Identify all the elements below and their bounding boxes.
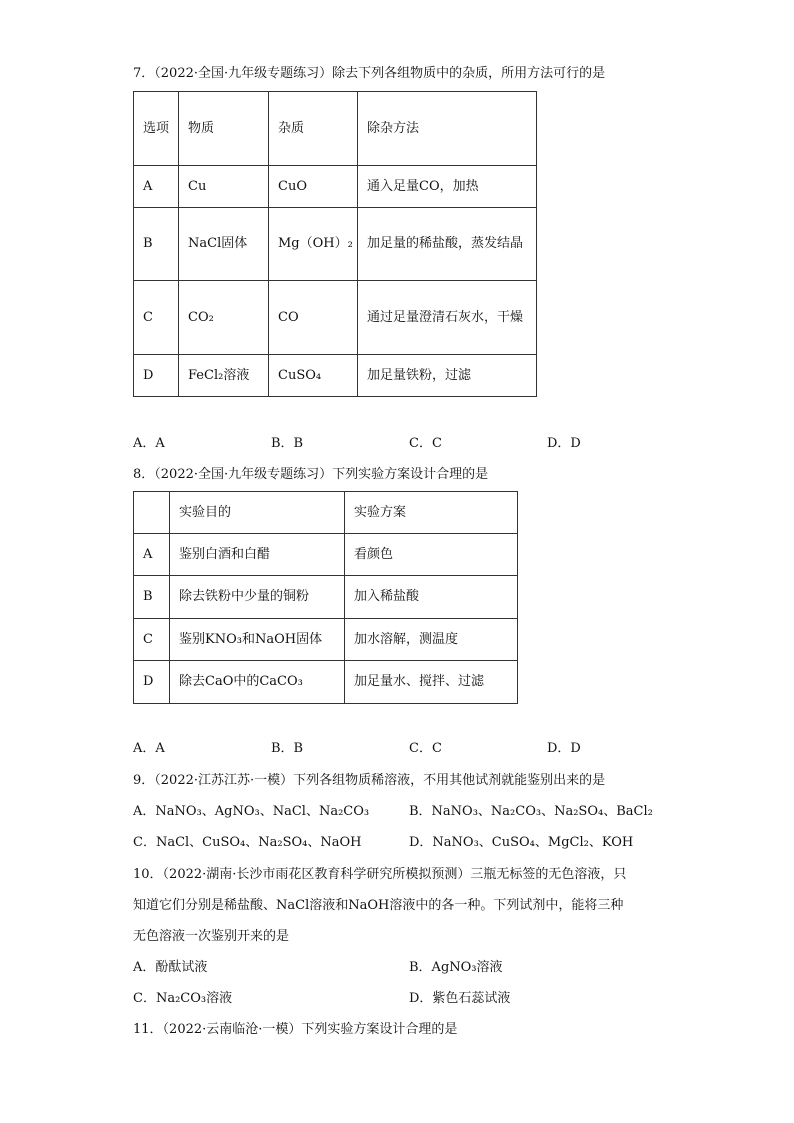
q7-choice-c[interactable]: C．C — [409, 436, 442, 451]
q8-choice-d[interactable]: D．D — [547, 741, 581, 756]
q8-table — [133, 491, 518, 704]
q9-number: 9． — [133, 773, 155, 788]
q10-source: （2022·湖南·长沙市雨花区教育科学研究所模拟预测） — [162, 867, 471, 882]
q8-choice-b[interactable]: B．B — [271, 741, 304, 756]
q8-row-option: D — [134, 661, 170, 704]
q10-stem-line-2: 知道它们分别是稀盐酸、NaCl溶液和NaOH溶液中的各一种。下列试剂中，能将三种 — [133, 898, 624, 913]
q7-row-impurity: CuSO₄ — [269, 355, 358, 397]
q8-row-plan: 看颜色 — [345, 534, 518, 576]
q8-row-goal: 除去铁粉中少量的铜粉 — [170, 576, 345, 619]
q10-stem-line-1 — [133, 867, 626, 883]
q7-header-substance: 物质 — [179, 92, 269, 166]
q7-row-substance: CO₂ — [179, 281, 269, 355]
q9-stem-line — [133, 773, 605, 789]
q7-row-impurity: Mg（OH）₂ — [269, 208, 358, 281]
q8-stem-line — [133, 467, 488, 483]
q10-choice-c[interactable]: C．Na₂CO₃溶液 — [133, 991, 233, 1006]
q7-stem: 除去下列各组物质中的杂质，所用方法可行的是 — [332, 66, 606, 81]
q7-stem-line — [133, 66, 605, 82]
q7-row-substance: Cu — [179, 166, 269, 208]
q7-header-option: 选项 — [134, 92, 179, 166]
q10-choice-a[interactable]: A．酚酞试液 — [133, 960, 208, 975]
q7-choice-d[interactable]: D．D — [547, 436, 581, 451]
q7-table — [133, 91, 537, 397]
q7-row-option: B — [134, 208, 179, 281]
q8-row-plan: 加入稀盐酸 — [345, 576, 518, 619]
q8-header-option — [134, 492, 170, 534]
q7-header-method: 除杂方法 — [358, 92, 537, 166]
q7-row-option: A — [134, 166, 179, 208]
q10-stem-1: 三瓶无标签的无色溶液，只 — [470, 867, 627, 882]
q7-choice-b[interactable]: B．B — [271, 436, 304, 451]
q8-source: （2022·全国·九年级专题练习） — [154, 467, 333, 482]
q8-choice-a[interactable]: A．A — [133, 741, 165, 756]
q8-row-plan: 加水溶解，测温度 — [345, 619, 518, 661]
q8-row-option: C — [134, 619, 170, 661]
q7-row-option: D — [134, 355, 179, 397]
q9-stem: 下列各组物质稀溶液，不用其他试剂就能鉴别出来的是 — [293, 773, 606, 788]
q8-row-option: A — [134, 534, 170, 576]
q7-header-impurity: 杂质 — [269, 92, 358, 166]
q11-stem: 下列实验方案设计合理的是 — [301, 1022, 458, 1037]
q7-row-impurity: CuO — [269, 166, 358, 208]
q8-choice-c[interactable]: C．C — [409, 741, 442, 756]
q10-choice-b[interactable]: B．AgNO₃溶液 — [409, 960, 503, 975]
q7-row-option: C — [134, 281, 179, 355]
q7-number: 7． — [133, 66, 155, 81]
q7-row-substance: NaCl固体 — [179, 208, 269, 281]
q11-number: 11． — [133, 1022, 163, 1037]
q8-header-plan: 实验方案 — [345, 492, 518, 534]
q7-row-method: 通入足量CO，加热 — [358, 166, 537, 208]
q9-source: （2022·江苏江苏·一模） — [154, 773, 294, 788]
q11-stem-line — [133, 1022, 457, 1038]
q7-row-substance: FeCl₂溶液 — [179, 355, 269, 397]
q9-choice-b[interactable]: B．NaNO₃、Na₂CO₃、Na₂SO₄、BaCl₂ — [409, 804, 653, 819]
q8-stem: 下列实验方案设计合理的是 — [332, 467, 489, 482]
q9-choice-c[interactable]: C．NaCl、CuSO₄、Na₂SO₄、NaOH — [133, 835, 362, 850]
q8-number: 8． — [133, 467, 155, 482]
q9-choice-d[interactable]: D．NaNO₃、CuSO₄、MgCl₂、KOH — [409, 835, 634, 850]
q8-header-goal: 实验目的 — [170, 492, 345, 534]
q11-source: （2022·云南临沧·一模） — [162, 1022, 302, 1037]
q10-stem-line-3: 无色溶液一次鉴别开来的是 — [133, 929, 290, 944]
q7-row-method: 加足量铁粉，过滤 — [358, 355, 537, 397]
q7-row-method: 通过足量澄清石灰水，干燥 — [358, 281, 537, 355]
q10-choice-d[interactable]: D．紫色石蕊试液 — [409, 991, 511, 1006]
q9-choice-a[interactable]: A．NaNO₃、AgNO₃、NaCl、Na₂CO₃ — [133, 804, 370, 819]
q7-row-impurity: CO — [269, 281, 358, 355]
q8-row-goal: 鉴别KNO₃和NaOH固体 — [170, 619, 345, 661]
q8-row-plan: 加足量水、搅拌、过滤 — [345, 661, 518, 704]
q8-row-goal: 除去CaO中的CaCO₃ — [170, 661, 345, 704]
q8-row-option: B — [134, 576, 170, 619]
q7-source: （2022·全国·九年级专题练习） — [154, 66, 333, 81]
q8-row-goal: 鉴别白酒和白醋 — [170, 534, 345, 576]
q7-row-method: 加足量的稀盐酸，蒸发结晶 — [358, 208, 537, 281]
q10-number: 10． — [133, 867, 163, 882]
q7-choice-a[interactable]: A．A — [133, 436, 165, 451]
